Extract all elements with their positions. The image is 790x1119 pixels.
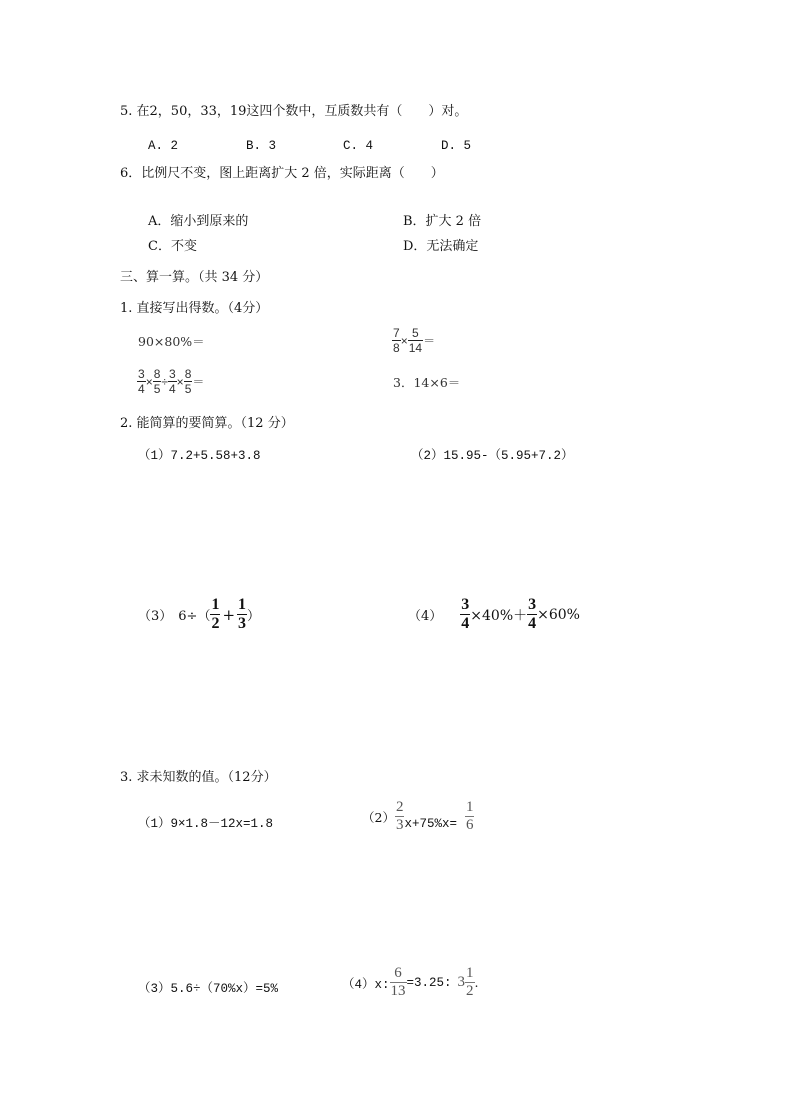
- question-5-stem: 5. 在2，50，33，19这四个数中，互质数共有（ ）对。: [120, 104, 468, 119]
- question-6-option-d: D．无法确定: [403, 239, 479, 254]
- part-1-expr-4: 3．14×6＝: [393, 375, 461, 390]
- fraction: $\frac{1}{6}$: [465, 799, 474, 833]
- part-2-item-2: （2）15.95-（5.95+7.2）: [411, 449, 574, 463]
- part-3-item-3: （3）5.6÷（70%x）=5%: [138, 982, 279, 996]
- question-6-stem: 6．比例尺不变，图上距离扩大 2 倍，实际距离（ ）: [120, 166, 444, 181]
- fraction: $\frac{6}{13}$: [390, 965, 406, 999]
- part-3-item-2: （2） $\frac{2}{3}$ x+75%x= $\frac{1}{6}$: [362, 799, 474, 833]
- question-6-option-a: A．缩小到原来的: [148, 214, 249, 229]
- fraction: $\frac{8}{5}$: [153, 367, 161, 396]
- part-1-expr-2: $\frac{7}{8}$ × $\frac{5}{14}$ ＝: [393, 326, 436, 355]
- question-6-option-c: C．不变: [148, 239, 197, 254]
- part-1-title: 1. 直接写出得数。（4分）: [120, 301, 269, 316]
- part-1-expr-3: $\frac{3}{4}$ × $\frac{8}{5}$ ÷ $\frac{3}{4}$ × $\frac{8}{5}$ ＝: [138, 367, 205, 396]
- question-6-option-b: B．扩大 2 倍: [403, 214, 482, 229]
- part-2-item-1: （1）7.2+5.58+3.8: [138, 449, 261, 463]
- fraction: $\frac{3}{4}$: [528, 596, 537, 632]
- fraction: $\frac{1}{3}$: [238, 596, 247, 632]
- fraction: $\frac{3}{4}$: [138, 367, 145, 396]
- fraction: $\frac{1}{2}$: [211, 596, 220, 632]
- fraction: $\frac{3}{4}$: [168, 367, 176, 396]
- part-2-item-4: （4） $\frac{3}{4}$ ×40%＋ $\frac{3}{4}$ ×60%: [408, 596, 580, 632]
- part-3-item-1: （1）9×1.8－12x=1.8: [138, 817, 274, 831]
- question-5-option-d: D. 5: [441, 139, 472, 153]
- fraction: $\frac{3}{4}$: [461, 596, 470, 632]
- question-5-option-c: C. 4: [343, 139, 374, 153]
- part-3-item-4: （4）x: $\frac{6}{13}$ =3.25: 3 $\frac{1}{2}$ .: [342, 965, 479, 999]
- part-3-title: 3. 求未知数的值。（12分）: [120, 770, 277, 785]
- part-1-expr-1: 90×80%＝: [138, 334, 205, 349]
- fraction: $\frac{1}{2}$: [466, 965, 474, 999]
- part-2-title: 2. 能简算的要简算。（12 分）: [120, 416, 294, 431]
- question-5-option-b: B. 3: [246, 139, 277, 153]
- fraction: $\frac{8}{5}$: [184, 367, 192, 396]
- fraction: $\frac{5}{14}$: [408, 326, 423, 355]
- fraction: $\frac{7}{8}$: [393, 326, 400, 355]
- fraction: $\frac{2}{3}$: [395, 799, 404, 833]
- section-3-title: 三、算一算。（共 34 分）: [120, 270, 269, 285]
- question-5-option-a: A. 2: [148, 139, 179, 153]
- part-2-item-3: （3） 6÷（ $\frac{1}{2}$ + $\frac{1}{3}$ ）: [138, 596, 261, 632]
